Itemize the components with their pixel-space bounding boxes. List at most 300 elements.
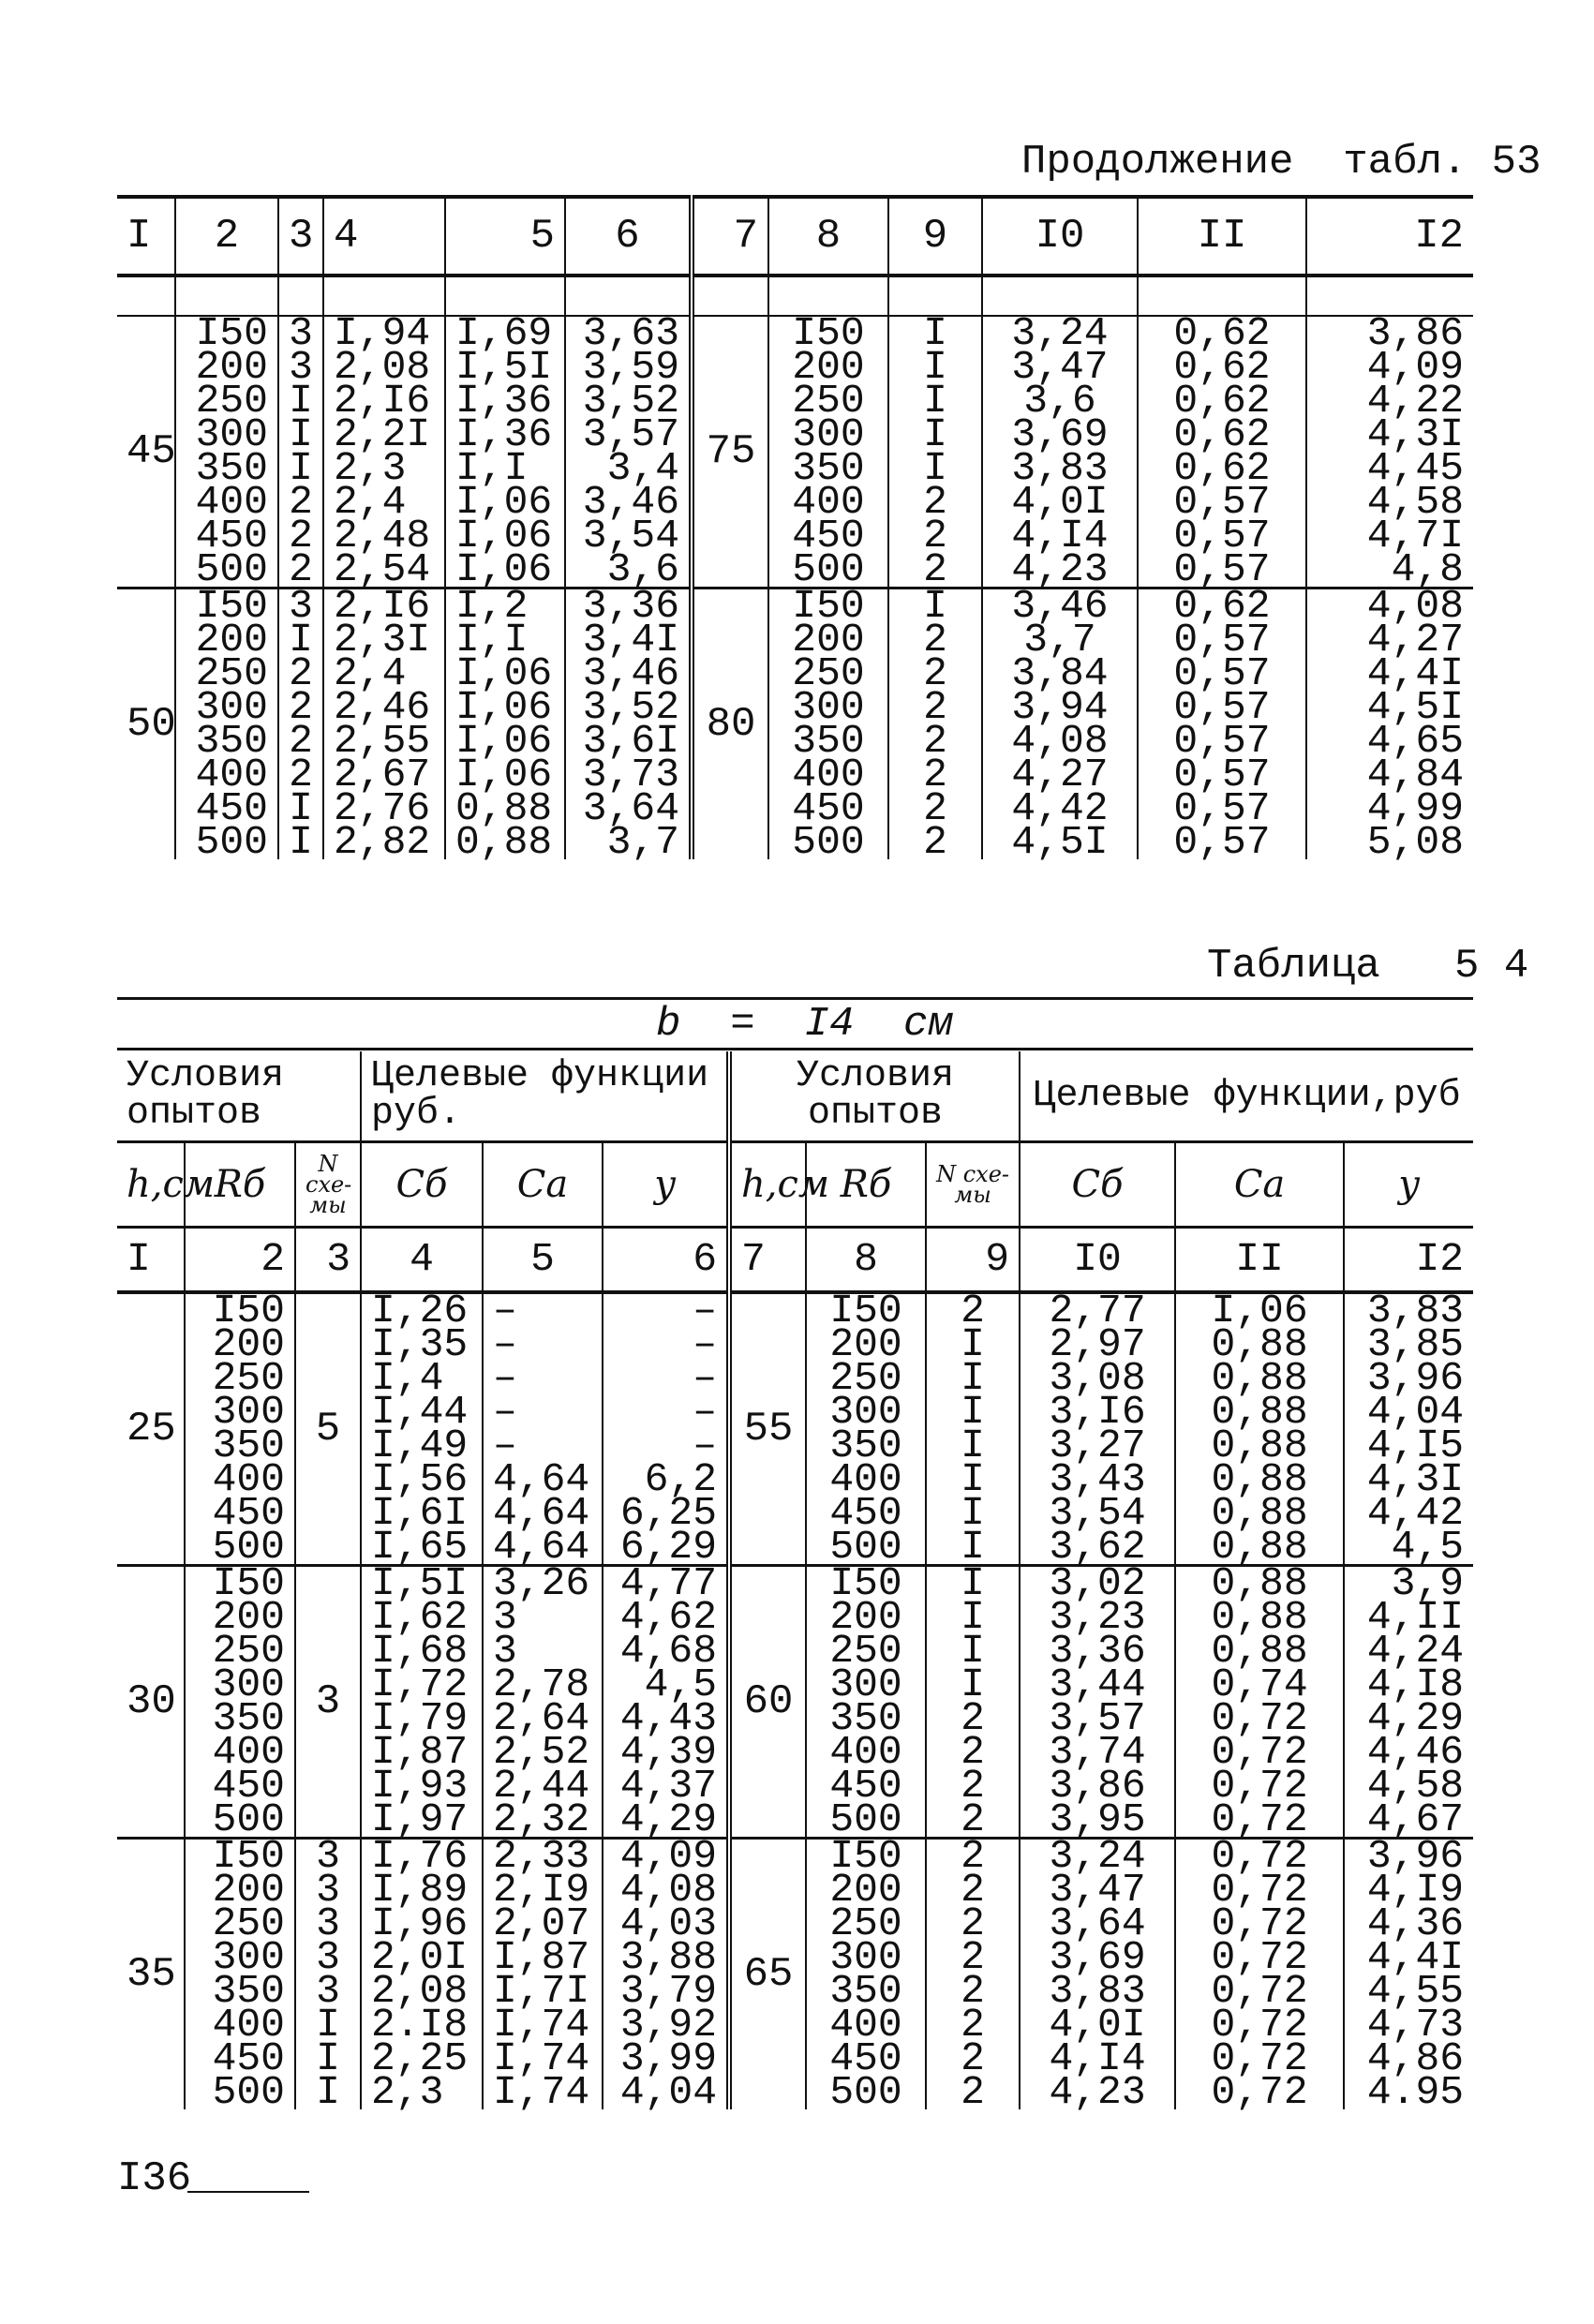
cell-value: 4,58 bbox=[1366, 479, 1464, 525]
cell-value: 5,08 bbox=[1366, 819, 1464, 865]
cell-value: 3,96 bbox=[1366, 1355, 1465, 1401]
cell-value: 3,47 bbox=[1011, 344, 1109, 390]
table54-b-rule bbox=[117, 1048, 1473, 1050]
cell-value: 4,5 bbox=[1391, 1524, 1465, 1570]
cell-value: 500 bbox=[195, 546, 268, 592]
cell-value: 2 bbox=[289, 546, 313, 592]
cell-value: 2,82 bbox=[334, 819, 431, 865]
cell-value: 2,67 bbox=[334, 752, 431, 797]
cell-value: I,06 bbox=[1211, 1288, 1308, 1333]
cell-value: 300 bbox=[829, 1661, 902, 1707]
cell-value: 300 bbox=[195, 411, 268, 457]
group-value: 65 bbox=[729, 1839, 806, 2110]
value-column bbox=[185, 1833, 295, 2115]
cell-value: 450 bbox=[195, 785, 268, 831]
table54-symbols-row bbox=[117, 1141, 1473, 1227]
cell-value: 4,64 bbox=[493, 1524, 590, 1570]
col-num: 6 bbox=[603, 1227, 729, 1292]
cell-value: 3,46 bbox=[582, 650, 679, 696]
cell-value: 2,64 bbox=[493, 1695, 590, 1741]
cell-value: I,56 bbox=[371, 1456, 469, 1502]
cell-value: 0,88 bbox=[1211, 1321, 1308, 1367]
value-column bbox=[483, 1560, 603, 1842]
cell-value: 0,72 bbox=[1211, 1900, 1308, 1946]
table-row-group bbox=[117, 588, 1473, 860]
cell-value: 300 bbox=[829, 1934, 902, 1980]
cell-value: 300 bbox=[212, 1934, 285, 1980]
value-column bbox=[1020, 1833, 1175, 2115]
cell-value: 0,72 bbox=[1211, 2002, 1308, 2048]
cell-value: 0,88 bbox=[1211, 1560, 1308, 1606]
cell-value: 0,72 bbox=[1211, 2035, 1308, 2081]
cell-value: 2 bbox=[289, 479, 313, 525]
cell-value: 2,55 bbox=[334, 718, 431, 764]
cell-value: 2,78 bbox=[493, 1661, 590, 1707]
table53-body bbox=[117, 310, 1473, 865]
value-column bbox=[1138, 310, 1306, 592]
value-column bbox=[323, 583, 445, 865]
targets-heading-right: Целевые функции,руб bbox=[1020, 1051, 1473, 1141]
cell-value: 2 bbox=[961, 1763, 985, 1809]
cell-value: 2 bbox=[289, 650, 313, 696]
cell-value: 2 bbox=[289, 718, 313, 764]
cell-value: I,06 bbox=[455, 718, 553, 764]
cell-value: – bbox=[493, 1321, 517, 1367]
cell-value: 200 bbox=[829, 1867, 902, 1913]
cell-value: 2 bbox=[289, 684, 313, 730]
cell-value: 500 bbox=[829, 1796, 902, 1842]
cell-value: 500 bbox=[829, 1524, 902, 1570]
cell-value: 400 bbox=[792, 479, 865, 525]
cell-value: 0,57 bbox=[1173, 819, 1271, 865]
cell-value: I bbox=[289, 378, 313, 424]
cell-value: 2,33 bbox=[493, 1833, 590, 1879]
cell-value: 450 bbox=[212, 1490, 285, 1536]
cell-value: 3 bbox=[316, 1934, 340, 1980]
col-num: I2 bbox=[1344, 1227, 1473, 1292]
cell-value: 350 bbox=[212, 1423, 285, 1468]
cell-value: 400 bbox=[829, 1456, 902, 1502]
cell-value: 200 bbox=[792, 344, 865, 390]
cell-value: 4,22 bbox=[1366, 378, 1464, 424]
cell-value: 400 bbox=[195, 752, 268, 797]
cell-value: 4,5 bbox=[644, 1661, 718, 1707]
cell-value: I,I bbox=[455, 617, 529, 663]
cell-value: 3,46 bbox=[582, 479, 679, 525]
cell-value: 200 bbox=[829, 1594, 902, 1640]
cell-value: I50 bbox=[212, 1288, 285, 1333]
cell-value: 2 bbox=[961, 1796, 985, 1842]
cell-value: 250 bbox=[829, 1628, 902, 1674]
cell-value: I,36 bbox=[455, 411, 553, 457]
cell-value: 4,29 bbox=[1366, 1695, 1465, 1741]
cell-value: 4,64 bbox=[493, 1456, 590, 1502]
value-column bbox=[888, 583, 982, 865]
cell-value: 2 bbox=[923, 718, 947, 764]
col-num: 3 bbox=[278, 197, 323, 276]
cell-value: 3,6 bbox=[606, 546, 679, 592]
cell-value: 2,4 bbox=[334, 479, 407, 525]
cell-value: I,44 bbox=[371, 1389, 469, 1435]
cell-value: 3,83 bbox=[1366, 1288, 1465, 1333]
cell-value: 500 bbox=[212, 1524, 285, 1570]
cell-value: 0,72 bbox=[1211, 2069, 1308, 2115]
cell-value: 3,4I bbox=[582, 617, 679, 663]
cell-value: 3,54 bbox=[582, 513, 679, 559]
cell-value: 250 bbox=[195, 378, 268, 424]
cell-value: 500 bbox=[212, 1796, 285, 1842]
cell-value: 0,72 bbox=[1211, 1763, 1308, 1809]
value-column bbox=[323, 310, 445, 592]
value-column bbox=[806, 1833, 926, 2115]
col-num: II bbox=[1138, 197, 1306, 276]
cell-value: 3,43 bbox=[1049, 1456, 1146, 1502]
cell-value: I bbox=[961, 1594, 985, 1640]
col-num: 3 bbox=[295, 1227, 361, 1292]
cell-value: 0,88 bbox=[1211, 1389, 1308, 1435]
cell-value: 4,64 bbox=[493, 1490, 590, 1536]
value-column bbox=[603, 1833, 729, 2115]
value-column bbox=[982, 583, 1138, 865]
sym-cb: Cб bbox=[361, 1141, 483, 1227]
table54-body bbox=[117, 1288, 1473, 2115]
cell-value: 3,9 bbox=[1391, 1560, 1465, 1606]
group-value: 80 bbox=[692, 588, 768, 860]
cell-value: 3 bbox=[316, 1833, 340, 1879]
col-num: 4 bbox=[323, 197, 445, 276]
cell-value: 4,24 bbox=[1366, 1628, 1465, 1674]
cell-value: I bbox=[923, 344, 947, 390]
col-num: 8 bbox=[806, 1227, 926, 1292]
table54-b-line: b = I4 см bbox=[656, 1001, 953, 1048]
cell-value: 4,67 bbox=[1366, 1796, 1465, 1842]
cell-value: 450 bbox=[792, 785, 865, 831]
cell-value: I,06 bbox=[455, 752, 553, 797]
cell-value: 3 bbox=[316, 1968, 340, 2014]
cell-value: 450 bbox=[829, 1490, 902, 1536]
cell-value: I bbox=[961, 1524, 985, 1570]
cell-value: 250 bbox=[829, 1355, 902, 1401]
cell-value: 450 bbox=[195, 513, 268, 559]
cell-value: 450 bbox=[792, 513, 865, 559]
value-column bbox=[1175, 1288, 1344, 1570]
cell-value: I,49 bbox=[371, 1423, 469, 1468]
cell-value: 2,07 bbox=[493, 1900, 590, 1946]
cell-value: 3,23 bbox=[1049, 1594, 1146, 1640]
cell-value: 4,77 bbox=[619, 1560, 718, 1606]
cell-value: I50 bbox=[792, 583, 865, 629]
sym-y: y bbox=[603, 1141, 729, 1227]
table54-caption: Таблица 5 4 bbox=[1207, 943, 1529, 990]
cell-value: 450 bbox=[212, 2035, 285, 2081]
cell-value: I bbox=[289, 785, 313, 831]
cell-value: 0,62 bbox=[1173, 344, 1271, 390]
table-row-group bbox=[117, 1839, 1473, 2110]
group-value: 60 bbox=[729, 1566, 806, 1839]
cell-value: 3,57 bbox=[1049, 1695, 1146, 1741]
value-column bbox=[926, 1833, 1020, 2115]
cell-value: 4,08 bbox=[619, 1867, 718, 1913]
cell-value: 3,57 bbox=[582, 411, 679, 457]
value-column bbox=[768, 583, 888, 865]
cell-value: 0,88 bbox=[1211, 1355, 1308, 1401]
value-column bbox=[483, 1288, 603, 1570]
table54-top-rule bbox=[117, 997, 1473, 1000]
cell-value: 4,65 bbox=[1366, 718, 1464, 764]
group-value: 25 bbox=[117, 1292, 185, 1566]
cell-value: 2,54 bbox=[334, 546, 431, 592]
cell-value: 0,72 bbox=[1211, 1934, 1308, 1980]
cell-value: I,97 bbox=[371, 1796, 469, 1842]
cell-value: 450 bbox=[829, 1763, 902, 1809]
col-num: 2 bbox=[175, 197, 278, 276]
cell-value: 4.95 bbox=[1366, 2069, 1465, 2115]
cell-value: 3,6 bbox=[1023, 378, 1096, 424]
cell-value: 4,55 bbox=[1366, 1968, 1465, 2014]
cell-value: 4,36 bbox=[1366, 1900, 1465, 1946]
cell-value: 2,3I bbox=[334, 617, 431, 663]
col-num: 5 bbox=[445, 197, 565, 276]
cell-value: 350 bbox=[212, 1968, 285, 2014]
value-column bbox=[1344, 1560, 1473, 1842]
group-value: 3 bbox=[295, 1566, 361, 1839]
cell-value: 2 bbox=[923, 546, 947, 592]
cell-value: 3,27 bbox=[1049, 1423, 1146, 1468]
cell-value: 0,88 bbox=[1211, 1490, 1308, 1536]
cell-value: 3,7 bbox=[1023, 617, 1096, 663]
cell-value: 2,I6 bbox=[334, 583, 431, 629]
cell-value: 200 bbox=[792, 617, 865, 663]
cell-value: I50 bbox=[829, 1560, 902, 1606]
cell-value: 4,5I bbox=[1011, 819, 1109, 865]
cell-value: 350 bbox=[792, 445, 865, 491]
cell-value: 0,57 bbox=[1173, 513, 1271, 559]
sym-n: N схе-мы bbox=[926, 1141, 1020, 1227]
cell-value: 0,62 bbox=[1173, 583, 1271, 629]
cell-value: 3 bbox=[289, 310, 313, 356]
value-column bbox=[1344, 1288, 1473, 1570]
cell-value: 300 bbox=[829, 1389, 902, 1435]
cell-value: 2,97 bbox=[1049, 1321, 1146, 1367]
cell-value: 250 bbox=[212, 1900, 285, 1946]
cell-value: 200 bbox=[212, 1321, 285, 1367]
col-num: 5 bbox=[483, 1227, 603, 1292]
cell-value: 0,88 bbox=[1211, 1594, 1308, 1640]
cell-value: – bbox=[493, 1389, 517, 1435]
value-column bbox=[483, 1833, 603, 2115]
cell-value: 0,57 bbox=[1173, 785, 1271, 831]
cell-value: I bbox=[961, 1560, 985, 1606]
cell-value: 4,I4 bbox=[1011, 513, 1109, 559]
cell-value: 250 bbox=[792, 650, 865, 696]
cell-value: I bbox=[923, 445, 947, 491]
cell-value: 300 bbox=[195, 684, 268, 730]
cell-value: 350 bbox=[829, 1968, 902, 2014]
cell-value: 400 bbox=[195, 479, 268, 525]
value-column bbox=[888, 310, 982, 592]
cell-value: 0,72 bbox=[1211, 1729, 1308, 1775]
cell-value: 4,4I bbox=[1366, 650, 1464, 696]
cell-value: 3,59 bbox=[582, 344, 679, 390]
col-num: 7 bbox=[692, 197, 768, 276]
cell-value: 2,25 bbox=[371, 2035, 469, 2081]
cell-value: 4,62 bbox=[619, 1594, 718, 1640]
value-column bbox=[1175, 1833, 1344, 2115]
cell-value: I50 bbox=[829, 1288, 902, 1333]
cell-value: 3,86 bbox=[1049, 1763, 1146, 1809]
col-num: I bbox=[117, 1227, 185, 1292]
cell-value: I bbox=[923, 583, 947, 629]
conditions-heading-right: Условия опытов bbox=[729, 1051, 1020, 1141]
col-num: 9 bbox=[926, 1227, 1020, 1292]
cell-value: I,94 bbox=[334, 310, 431, 356]
cell-value: – bbox=[693, 1288, 718, 1333]
cell-value: I,89 bbox=[371, 1867, 469, 1913]
cell-value: 0,72 bbox=[1211, 1867, 1308, 1913]
cell-value: 2 bbox=[923, 513, 947, 559]
cell-value: I,06 bbox=[455, 546, 553, 592]
cell-value: 4,73 bbox=[1366, 2002, 1465, 2048]
cell-value: 200 bbox=[829, 1321, 902, 1367]
cell-value: 4,42 bbox=[1011, 785, 1109, 831]
sym-h: h,см bbox=[729, 1141, 806, 1227]
sym-r: Rб bbox=[806, 1141, 926, 1227]
cell-value: 400 bbox=[212, 1456, 285, 1502]
cell-value: 0,88 bbox=[455, 819, 553, 865]
cell-value: 4,39 bbox=[619, 1729, 718, 1775]
cell-value: 4,37 bbox=[619, 1763, 718, 1809]
cell-value: I50 bbox=[212, 1560, 285, 1606]
cell-value: 350 bbox=[829, 1423, 902, 1468]
cell-value: 3,85 bbox=[1366, 1321, 1465, 1367]
cell-value: I50 bbox=[212, 1833, 285, 1879]
cell-value: I bbox=[289, 617, 313, 663]
cell-value: 0,57 bbox=[1173, 546, 1271, 592]
cell-value: 3,44 bbox=[1049, 1661, 1146, 1707]
cell-value: I bbox=[961, 1321, 985, 1367]
cell-value: 2,52 bbox=[493, 1729, 590, 1775]
cell-value: 3,64 bbox=[1049, 1900, 1146, 1946]
cell-value: 400 bbox=[212, 1729, 285, 1775]
table53-caption: Продолжение табл. 53 bbox=[1021, 139, 1542, 186]
cell-value: 3 bbox=[316, 1900, 340, 1946]
cell-value: 200 bbox=[195, 344, 268, 390]
value-column bbox=[982, 310, 1138, 592]
cell-value: 450 bbox=[829, 2035, 902, 2081]
cell-value: 250 bbox=[212, 1355, 285, 1401]
sym-h: h,см bbox=[117, 1141, 185, 1227]
cell-value: 3,64 bbox=[582, 785, 679, 831]
cell-value: 4,7I bbox=[1366, 513, 1464, 559]
cell-value: 3,36 bbox=[1049, 1628, 1146, 1674]
cell-value: 4,08 bbox=[1366, 583, 1464, 629]
value-column bbox=[361, 1833, 483, 2115]
cell-value: 4,4I bbox=[1366, 1934, 1465, 1980]
value-column bbox=[1306, 310, 1473, 592]
cell-value: I,74 bbox=[493, 2069, 590, 2115]
value-column bbox=[1020, 1288, 1175, 1570]
cell-value: 0,62 bbox=[1173, 378, 1271, 424]
table53 bbox=[117, 195, 1473, 865]
cell-value: 2 bbox=[961, 1833, 985, 1879]
col-num: 2 bbox=[185, 1227, 295, 1292]
cell-value: 0,57 bbox=[1173, 684, 1271, 730]
cell-value: 2 bbox=[289, 752, 313, 797]
cell-value: 2 bbox=[961, 1288, 985, 1333]
cell-value: 4,03 bbox=[619, 1900, 718, 1946]
cell-value: 3,83 bbox=[1049, 1968, 1146, 2014]
cell-value: I bbox=[289, 819, 313, 865]
cell-value: 3 bbox=[493, 1594, 517, 1640]
cell-value: 250 bbox=[792, 378, 865, 424]
cell-value: 3,I6 bbox=[1049, 1389, 1146, 1435]
cell-value: 0,88 bbox=[1211, 1628, 1308, 1674]
cell-value: 4,II bbox=[1366, 1594, 1465, 1640]
cell-value: 3,86 bbox=[1366, 310, 1464, 356]
cell-value: 2,44 bbox=[493, 1763, 590, 1809]
cell-value: – bbox=[693, 1423, 718, 1468]
cell-value: 2,0I bbox=[371, 1934, 469, 1980]
value-column bbox=[185, 1288, 295, 1570]
sym-ca: Ca bbox=[1175, 1141, 1344, 1227]
cell-value: 4,42 bbox=[1366, 1490, 1465, 1536]
cell-value: 350 bbox=[195, 445, 268, 491]
value-column bbox=[1138, 583, 1306, 865]
cell-value: 2 bbox=[923, 617, 947, 663]
value-column bbox=[185, 1560, 295, 1842]
cell-value: 300 bbox=[212, 1661, 285, 1707]
col-num: I2 bbox=[1306, 197, 1473, 276]
cell-value: 2,48 bbox=[334, 513, 431, 559]
cell-value: 4,5I bbox=[1366, 684, 1464, 730]
value-column bbox=[603, 1288, 729, 1570]
cell-value: 4,04 bbox=[619, 2069, 718, 2115]
cell-value: I,2 bbox=[455, 583, 529, 629]
cell-value: 3,83 bbox=[1011, 445, 1109, 491]
cell-value: 2.I8 bbox=[371, 2002, 469, 2048]
cell-value: 400 bbox=[829, 2002, 902, 2048]
cell-value: 4,I4 bbox=[1049, 2035, 1146, 2081]
cell-value: 2,77 bbox=[1049, 1288, 1146, 1333]
cell-value: 3,7 bbox=[606, 819, 679, 865]
cell-value: 0,72 bbox=[1211, 1833, 1308, 1879]
cell-value: 4,84 bbox=[1366, 752, 1464, 797]
cell-value: 3,88 bbox=[619, 1934, 718, 1980]
cell-value: 0,88 bbox=[1211, 1456, 1308, 1502]
cell-value: 500 bbox=[829, 2069, 902, 2115]
cell-value: 4,I8 bbox=[1366, 1661, 1465, 1707]
cell-value: 2,3 bbox=[334, 445, 407, 491]
cell-value: I,93 bbox=[371, 1763, 469, 1809]
cell-value: 2 bbox=[923, 785, 947, 831]
cell-value: 3,6I bbox=[582, 718, 679, 764]
cell-value: 200 bbox=[212, 1594, 285, 1640]
value-column bbox=[175, 310, 278, 592]
cell-value: 2,I6 bbox=[334, 378, 431, 424]
cell-value: 3 bbox=[289, 583, 313, 629]
value-column bbox=[361, 1288, 483, 1570]
cell-value: I50 bbox=[195, 583, 268, 629]
cell-value: 2 bbox=[289, 513, 313, 559]
cell-value: 4,43 bbox=[619, 1695, 718, 1741]
cell-value: 3,73 bbox=[582, 752, 679, 797]
value-column bbox=[175, 583, 278, 865]
table-row-group bbox=[117, 1566, 1473, 1839]
cell-value: I bbox=[289, 411, 313, 457]
value-column bbox=[603, 1560, 729, 1842]
cell-value: I bbox=[923, 378, 947, 424]
cell-value: I,76 bbox=[371, 1833, 469, 1879]
